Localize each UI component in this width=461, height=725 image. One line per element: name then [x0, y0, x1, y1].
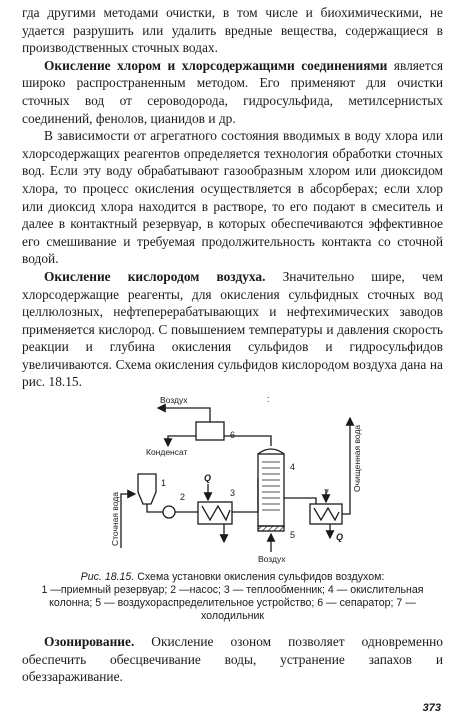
label-air-out: Воздух: [160, 395, 188, 405]
label-q-heat: Q: [204, 473, 212, 483]
caption-figure-number: Рис. 18.15.: [80, 571, 135, 583]
pump: [163, 506, 175, 518]
waste-water-line: [121, 494, 135, 548]
cooler: [310, 504, 342, 524]
air-distributor: [258, 526, 284, 531]
label-num-1: 1: [161, 478, 167, 488]
separator: [196, 422, 224, 440]
paragraph-oxygen-body: Значительно шире, чем хлорсодержащие реагенты, для окисления сульфидных сточных вод целлюлозных, нефтеперерабатывающих и нефтехимических заводов применяется кислород. С повышением температуры и давления скорость реакции и глубина окисления сульфидов и гидросульфидов увеличиваются. Схема окисления сульфидов кислородом воздуха дана на рис. 18.15.: [22, 268, 443, 390]
page-number: 373: [422, 702, 441, 714]
label-num-3: 3: [230, 488, 236, 498]
receiving-tank: [138, 474, 156, 504]
paragraph-chlorine-body: является широко распространенным методом. Его применяют для очистки сточных вод от сероводорода, гидросульфида, метилсернистых соединений, фенолов, цианидов и др.: [22, 57, 443, 126]
paragraph-oxygen: [22, 268, 443, 391]
label-num-7: 7: [324, 488, 330, 498]
paragraph-ozone: [22, 633, 443, 686]
heading-chlorine-oxidation: Окисление хлором и хлорсодержащими соединениями: [44, 57, 388, 73]
text-block-top: [22, 4, 443, 391]
paragraph-ozone-body: Окисление озоном позволяет одновременно обеспечить обесцвечивание воды, устранение запахов и обеззараживание.: [22, 634, 443, 685]
text-block-bottom: [22, 633, 443, 686]
label-treated-water: Очищенная вода: [352, 424, 362, 492]
label-waste-water: Сточная вода: [110, 492, 120, 546]
label-air-in: Воздух: [258, 554, 286, 564]
label-num-6: 6: [230, 430, 236, 440]
heading-air-oxidation: Окисление кислородом воздуха.: [44, 268, 266, 284]
heading-ozonation: Озонирование.: [44, 634, 135, 649]
paragraph-intro: гда другими методами очистки, в том числе и биохимическими, не удается разрушить или удалить вредные вещества, содержащиеся в производственных сточных водах.: [22, 5, 443, 56]
process-diagram: [88, 388, 378, 566]
paragraph-chlorine: [22, 57, 443, 127]
oxidation-column: [258, 454, 284, 526]
label-condensate: Конденсат: [146, 447, 188, 457]
label-num-4: 4: [290, 462, 296, 472]
figure-caption: [40, 571, 425, 623]
label-num-2: 2: [180, 492, 186, 502]
stray-mark: :: [267, 394, 270, 404]
caption-title: Схема установки окисления сульфидов воздухом:: [134, 571, 385, 583]
label-q-cool: Q: [336, 532, 344, 542]
paragraph-technology: В зависимости от агрегатного состояния вводимых в воду хлора или хлорсодержащих реагентов определяется технология обработки сточных вод. Если эту воду обрабатывают газообразным хлором или диоксидом хлора, то процесс окисления осуществляется в абсорберах; если хлор или диоксид хлора находится в растворе, то его подают в смеситель и далее в контактный резервуар, в которых обеспечиваются эффективное его смешивание и требуемая продолжительность контакта со сточной водой.: [22, 128, 443, 267]
caption-legend: 1 —приемный резервуар; 2 —насос; 3 — теплообменник; 4 — окислительная колонна; 5 — воздухораспределительное устройство; 6 — сепаратор; 7 — холодильник: [41, 584, 424, 622]
label-num-5: 5: [290, 530, 296, 540]
heat-exchanger: [198, 502, 232, 524]
